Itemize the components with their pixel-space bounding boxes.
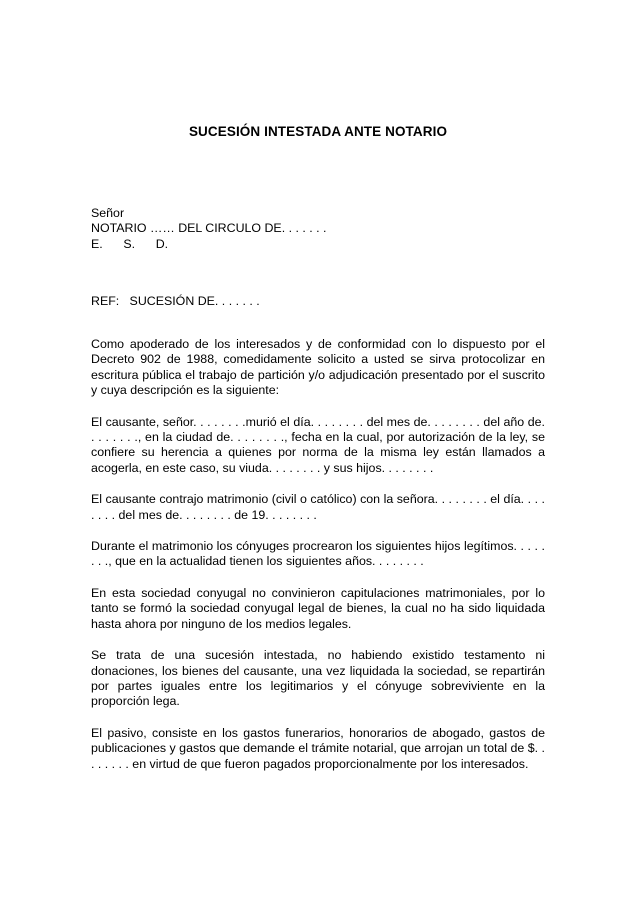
addressee-esd-line: E. S. D. bbox=[91, 236, 169, 251]
paragraph-sucesion-intestada: Se trata de una sucesión intestada, no habiendo existido testamento ni donaciones, los bienes del causante, una vez liquidada la sociedad, se repartirán por partes iguales entre los legitimarios y el cónyuge sobreviviente en la proporción lega. bbox=[91, 648, 545, 709]
addressee-notary-line: NOTARIO …… DEL CIRCULO DE. . . . . . . bbox=[91, 221, 327, 236]
paragraph-causante: El causante, señor. . . . . . . .murió el día. . . . . . . . del mes de. . . . . . . . del año de. . . . . . . ., en la ciudad de. . . . . . . ., fecha en la cual, por autorización de la ley, se confiere su herencia a quienes por norma de la misma ley están llamados a acogerla, en este caso, su viuda. . . . . . . . y sus hijos. . . . . . . . bbox=[91, 414, 545, 475]
document-title: SUCESIÓN INTESTADA ANTE NOTARIO bbox=[188, 124, 448, 139]
paragraph-matrimonio: El causante contrajo matrimonio (civil o católico) con la señora. . . . . . . . el día. . . . . . . . del mes de. . . . . . . . de 19. . . . . . . . bbox=[91, 492, 545, 522]
paragraph-pasivo: El pasivo, consiste en los gastos funerarios, honorarios de abogado, gastos de publicaciones y gastos que demande el trámite notarial, que arrojan un total de $. . . . . . . . en virtud de que fueron pagados proporcionalmente por los interesados. bbox=[91, 725, 545, 771]
document-body bbox=[91, 337, 545, 788]
addressee-block bbox=[91, 206, 551, 252]
paragraph-hijos: Durante el matrimonio los cónyuges procrearon los siguientes hijos legítimos. . . . . . . ., que en la actualidad tienen los siguientes años. . . . . . . . bbox=[91, 539, 545, 569]
paragraph-sociedad-conyugal: En esta sociedad conyugal no convinieron capitulaciones matrimoniales, por lo tanto se formó la sociedad conyugal legal de bienes, la cual no ha sido liquidada hasta ahora por ninguno de los medios legales. bbox=[91, 585, 545, 631]
addressee-salutation: Señor bbox=[91, 206, 125, 220]
reference-line: REF: SUCESIÓN DE. . . . . . . bbox=[91, 294, 260, 308]
paragraph-introduction: Como apoderado de los interesados y de conformidad con lo dispuesto por el Decreto 902 de 1988, comedidamente solicito a usted se sirva protocolizar en escritura pública el trabajo de partición y/o adjudicación presentado por el suscrito y cuya descripción es la siguiente: bbox=[91, 337, 545, 398]
